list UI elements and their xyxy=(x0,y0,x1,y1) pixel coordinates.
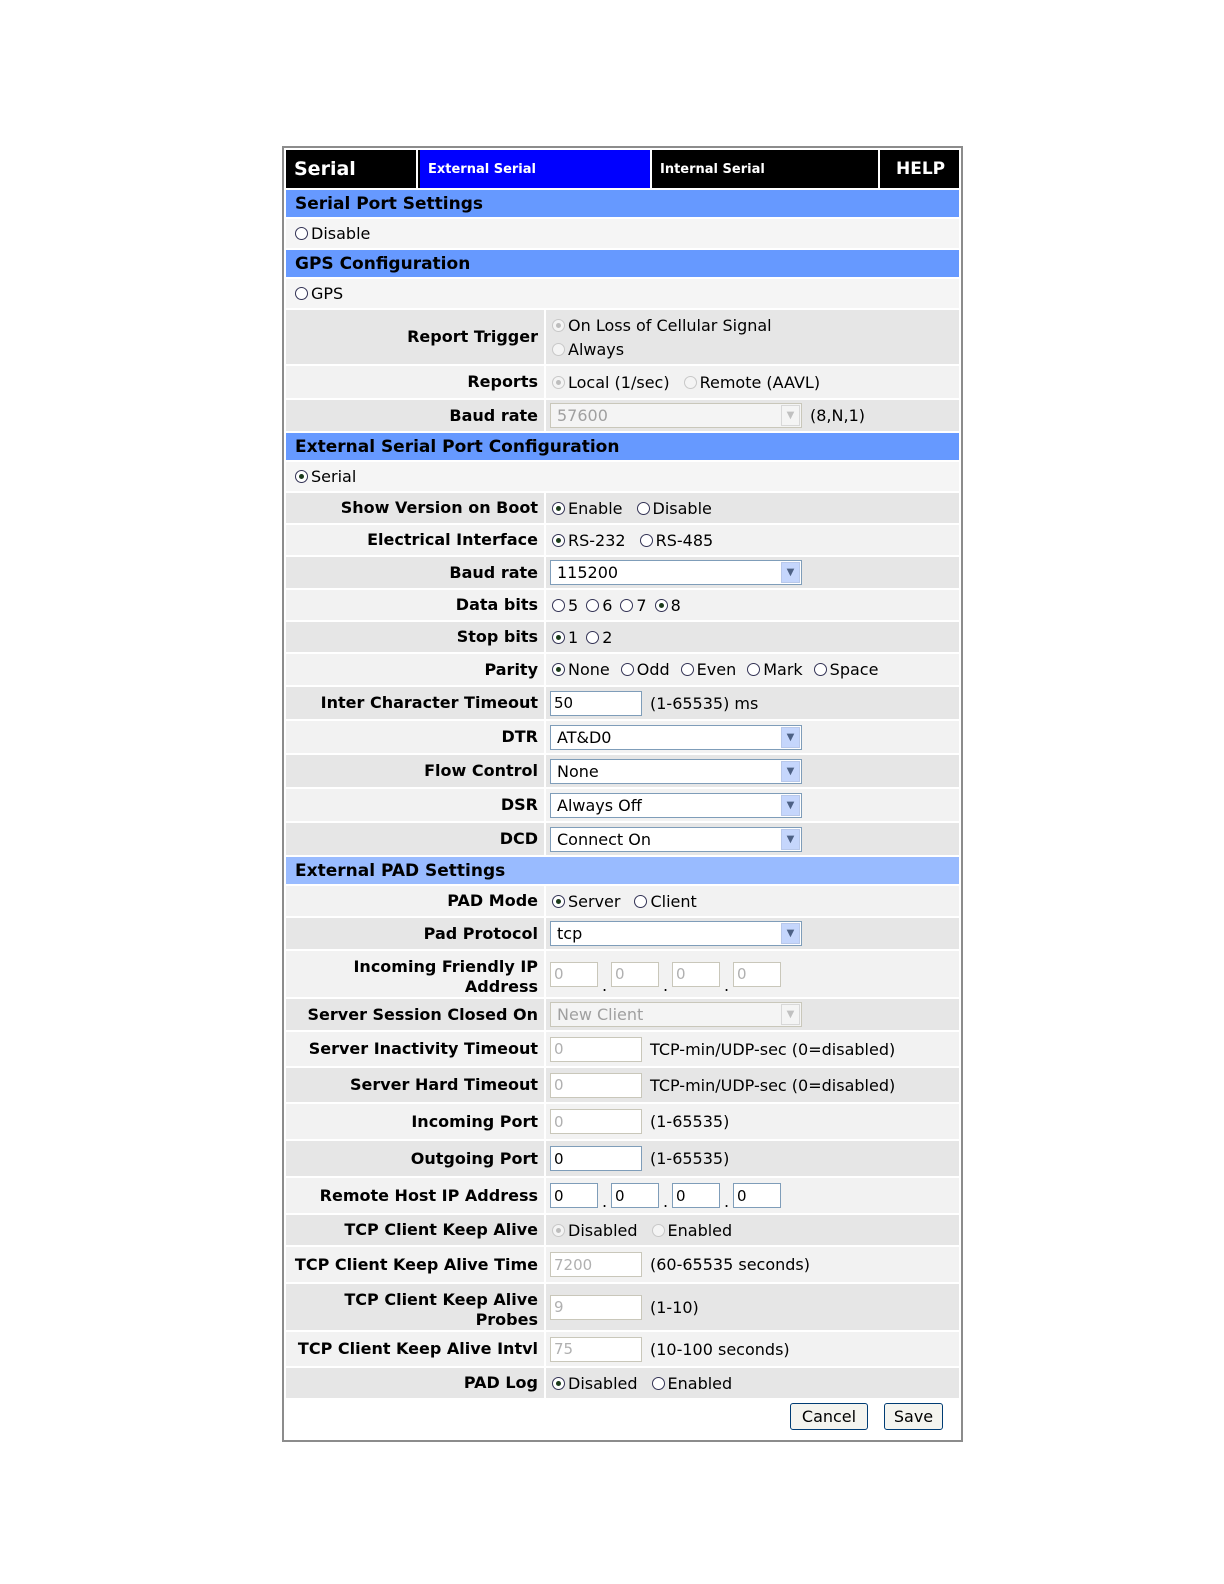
tcp-keep-alive-intvl-value xyxy=(544,1332,959,1366)
outgoing-port-label: Outgoing Port xyxy=(410,1148,538,1168)
tcp-keep-alive-option[interactable] xyxy=(552,1221,638,1240)
pad-mode-label: PAD Mode xyxy=(447,891,538,910)
save-button[interactable]: Save xyxy=(884,1403,943,1430)
pad-protocol-selected: tcp xyxy=(557,924,583,943)
dtr-value xyxy=(544,721,959,753)
serial-label: Serial xyxy=(311,467,357,486)
pad-protocol-label: Pad Protocol xyxy=(423,923,538,943)
reports-row xyxy=(286,366,959,398)
inter-char-timeout-note: (1-65535) ms xyxy=(650,693,759,713)
parity-option-label: Mark xyxy=(763,660,803,679)
tab-bar xyxy=(286,150,959,188)
electrical-interface-option[interactable] xyxy=(640,531,714,550)
pad-mode-radio[interactable] xyxy=(634,895,647,908)
baud-rate-value xyxy=(544,557,959,588)
gps-option[interactable] xyxy=(286,279,959,308)
stop-bits-option[interactable] xyxy=(586,628,612,647)
tcp-keep-alive-radio[interactable] xyxy=(652,1224,665,1237)
report-trigger-options xyxy=(544,310,959,364)
tcp-keep-alive-time-label: TCP Client Keep Alive Time xyxy=(294,1254,538,1274)
pad-protocol-value xyxy=(544,918,959,949)
data-bits-option-label: 8 xyxy=(670,595,681,615)
electrical-interface-radio[interactable] xyxy=(640,534,653,547)
data-bits-radio[interactable] xyxy=(620,599,633,612)
parity-option-label: Odd xyxy=(636,660,670,679)
baud-rate-selected: 115200 xyxy=(557,563,619,582)
data-bits-option[interactable] xyxy=(620,596,646,615)
server-session-closed-row xyxy=(286,999,959,1030)
pad-log-radio[interactable] xyxy=(552,1377,565,1390)
tab-internal-serial[interactable]: Internal Serial xyxy=(650,150,878,188)
parity-row xyxy=(286,654,959,685)
show-version-option-label: Enable xyxy=(568,498,623,518)
inter-char-timeout-label: Inter Character Timeout xyxy=(320,693,538,712)
serial-settings-panel xyxy=(282,146,963,1442)
tcp-keep-alive-intvl-row xyxy=(286,1332,959,1366)
data-bits-radio[interactable] xyxy=(655,599,668,612)
parity-radio[interactable] xyxy=(747,663,760,676)
flow-control-selected: None xyxy=(557,761,599,781)
data-bits-option[interactable] xyxy=(552,596,578,615)
show-version-radio[interactable] xyxy=(552,502,565,515)
panel-inner xyxy=(286,150,959,1434)
incoming-ip-octet[interactable]: 0 xyxy=(611,962,659,987)
pad-mode-options xyxy=(544,886,959,916)
server-inactivity-timeout-label: Server Inactivity Timeout xyxy=(308,1039,538,1058)
parity-radio[interactable] xyxy=(552,663,565,676)
server-inactivity-timeout-input[interactable]: 0 xyxy=(550,1037,642,1062)
stop-bits-radio[interactable] xyxy=(552,631,565,644)
incoming-port-label: Incoming Port xyxy=(411,1111,538,1131)
data-bits-option-label: 5 xyxy=(568,595,579,615)
pad-log-radio[interactable] xyxy=(652,1377,665,1390)
report-trigger-option[interactable] xyxy=(552,337,624,361)
chevron-down-icon: ▼ xyxy=(781,829,800,850)
tcp-keep-alive-option-label: Disabled xyxy=(568,1220,638,1240)
server-session-closed-selected: New Client xyxy=(557,1005,644,1024)
chevron-down-icon: ▼ xyxy=(781,761,800,782)
serial-radio[interactable] xyxy=(295,470,308,483)
remote-ip-octet[interactable]: 0 xyxy=(733,1183,781,1208)
remote-ip-octet[interactable]: 0 xyxy=(672,1183,720,1208)
tcp-keep-alive-label: TCP Client Keep Alive xyxy=(344,1220,538,1239)
chevron-down-icon: ▼ xyxy=(781,405,800,426)
section-gps-configuration: GPS Configuration xyxy=(286,250,959,277)
tcp-keep-alive-probes-input[interactable]: 9 xyxy=(550,1295,642,1320)
flow-control-label: Flow Control xyxy=(424,761,538,780)
incoming-ip-octet[interactable]: 0 xyxy=(672,962,720,987)
tcp-keep-alive-probes-label-line2: Probes xyxy=(475,1310,538,1329)
pad-log-row xyxy=(286,1368,959,1398)
electrical-interface-label: Electrical Interface xyxy=(367,530,538,549)
parity-option[interactable] xyxy=(681,660,737,679)
page-title: Serial xyxy=(286,150,418,188)
remote-host-ip-row xyxy=(286,1178,959,1213)
reports-option-label: Remote (AAVL) xyxy=(699,372,821,392)
ip-dot: . xyxy=(662,1192,669,1211)
flow-control-value xyxy=(544,755,959,787)
show-version-option[interactable] xyxy=(637,499,712,518)
outgoing-port-row xyxy=(286,1141,959,1176)
dtr-select[interactable] xyxy=(550,725,802,750)
reports-label: Reports xyxy=(467,372,538,391)
parity-options xyxy=(544,654,959,685)
electrical-interface-option-label: RS-232 xyxy=(568,530,626,550)
report-trigger-option-label: On Loss of Cellular Signal xyxy=(568,315,772,335)
inter-char-timeout-value xyxy=(544,687,959,719)
reports-option[interactable] xyxy=(552,373,670,392)
incoming-friendly-ip-row xyxy=(286,951,959,997)
button-row xyxy=(286,1398,959,1434)
pad-mode-option[interactable] xyxy=(634,892,696,911)
data-bits-radio[interactable] xyxy=(586,599,599,612)
cancel-button[interactable]: Cancel xyxy=(790,1403,868,1430)
pad-mode-radio[interactable] xyxy=(552,895,565,908)
remote-host-ip-value xyxy=(544,1178,959,1213)
report-trigger-option-label: Always xyxy=(568,339,625,359)
data-bits-option-label: 7 xyxy=(636,595,647,615)
tcp-keep-alive-intvl-input[interactable]: 75 xyxy=(550,1337,642,1362)
ip-dot: . xyxy=(723,1192,730,1211)
remote-ip-octet[interactable]: 0 xyxy=(611,1183,659,1208)
parity-option[interactable] xyxy=(747,660,802,679)
dtr-row xyxy=(286,721,959,753)
gps-radio[interactable] xyxy=(295,287,308,300)
gps-baud-rate-selected: 57600 xyxy=(557,406,608,425)
reports-option[interactable] xyxy=(684,373,820,392)
data-bits-options xyxy=(544,590,959,620)
tcp-keep-alive-intvl-label: TCP Client Keep Alive Intvl xyxy=(297,1339,538,1358)
electrical-interface-options xyxy=(544,525,959,555)
server-session-closed-label: Server Session Closed On xyxy=(307,1004,538,1024)
data-bits-radio[interactable] xyxy=(552,599,565,612)
chevron-down-icon: ▼ xyxy=(781,1004,800,1025)
incoming-friendly-ip-label xyxy=(286,951,544,997)
data-bits-row xyxy=(286,590,959,620)
ip-dot: . xyxy=(601,1192,608,1211)
tcp-keep-alive-probes-label-line1: TCP Client Keep Alive xyxy=(344,1290,538,1309)
tcp-keep-alive-time-input[interactable]: 7200 xyxy=(550,1252,642,1277)
reports-option-label: Local (1/sec) xyxy=(568,372,670,392)
server-hard-timeout-input[interactable]: 0 xyxy=(550,1073,642,1098)
tcp-keep-alive-option-label: Enabled xyxy=(667,1220,733,1240)
stop-bits-option-label: 2 xyxy=(602,627,613,647)
incoming-ip-octet[interactable]: 0 xyxy=(733,962,781,987)
data-bits-option[interactable] xyxy=(655,596,681,615)
chevron-down-icon: ▼ xyxy=(781,923,800,944)
chevron-down-icon: ▼ xyxy=(781,562,800,583)
serial-option[interactable] xyxy=(286,462,959,491)
pad-mode-option[interactable] xyxy=(552,892,620,911)
server-session-closed-select[interactable] xyxy=(550,1002,802,1027)
dcd-label: DCD xyxy=(499,829,538,848)
parity-option-label: Even xyxy=(696,660,737,679)
server-inactivity-timeout-row xyxy=(286,1032,959,1066)
parity-option[interactable] xyxy=(621,660,670,679)
disable-radio[interactable] xyxy=(295,227,308,240)
tcp-keep-alive-time-note: (60-65535 seconds) xyxy=(650,1255,810,1274)
chevron-down-icon: ▼ xyxy=(781,795,800,816)
baud-rate-label: Baud rate xyxy=(449,562,538,582)
show-version-option-label: Disable xyxy=(652,498,712,518)
tcp-keep-alive-probes-label xyxy=(286,1284,544,1330)
help-link[interactable]: HELP xyxy=(878,150,959,188)
incoming-friendly-ip-label-line1: Incoming Friendly IP xyxy=(353,957,538,976)
pad-mode-option-label: Client xyxy=(650,891,697,911)
data-bits-label: Data bits xyxy=(455,595,538,614)
show-version-options xyxy=(544,493,959,523)
pad-log-option-label: Disabled xyxy=(568,1373,638,1393)
section-external-serial-config: External Serial Port Configuration xyxy=(286,433,959,460)
show-version-row xyxy=(286,493,959,523)
dtr-label: DTR xyxy=(501,727,538,746)
pad-log-option[interactable] xyxy=(552,1374,638,1393)
dsr-value xyxy=(544,789,959,821)
parity-radio[interactable] xyxy=(814,663,827,676)
electrical-interface-radio[interactable] xyxy=(552,534,565,547)
server-hard-timeout-row xyxy=(286,1068,959,1102)
pad-protocol-row xyxy=(286,918,959,949)
dtr-selected: AT&D0 xyxy=(557,727,612,747)
section-serial-port-settings: Serial Port Settings xyxy=(286,190,959,217)
tab-external-serial[interactable]: External Serial xyxy=(420,150,650,188)
tcp-keep-alive-time-value xyxy=(544,1247,959,1282)
dsr-select[interactable] xyxy=(550,793,802,818)
data-bits-option[interactable] xyxy=(586,596,612,615)
tcp-keep-alive-probes-value xyxy=(544,1284,959,1330)
incoming-friendly-ip-label-line2: Address xyxy=(464,977,538,996)
pad-log-option-label: Enabled xyxy=(667,1373,733,1393)
report-trigger-radio[interactable] xyxy=(552,343,565,356)
inter-char-timeout-input[interactable]: 50 xyxy=(550,691,642,716)
disable-label: Disable xyxy=(311,224,371,243)
server-hard-timeout-label: Server Hard Timeout xyxy=(349,1075,538,1094)
electrical-interface-option[interactable] xyxy=(552,531,626,550)
tcp-keep-alive-intvl-note: (10-100 seconds) xyxy=(650,1339,790,1359)
pad-log-options xyxy=(544,1368,959,1398)
parity-radio[interactable] xyxy=(681,663,694,676)
outgoing-port-input[interactable]: 0 xyxy=(550,1146,642,1171)
dcd-row xyxy=(286,823,959,855)
ip-dot: . xyxy=(662,976,669,995)
tcp-keep-alive-radio[interactable] xyxy=(552,1224,565,1237)
server-hard-timeout-note: TCP-min/UDP-sec (0=disabled) xyxy=(650,1075,896,1095)
reports-radio[interactable] xyxy=(552,376,565,389)
remote-ip-octet[interactable]: 0 xyxy=(550,1183,598,1208)
incoming-port-input[interactable]: 0 xyxy=(550,1109,642,1134)
report-trigger-label: Report Trigger xyxy=(407,327,538,346)
reports-radio[interactable] xyxy=(684,376,697,389)
pad-log-option[interactable] xyxy=(652,1374,733,1393)
incoming-friendly-ip-value xyxy=(544,951,959,997)
server-hard-timeout-value xyxy=(544,1068,959,1102)
remote-host-ip-label: Remote Host IP Address xyxy=(319,1185,538,1205)
gps-baud-rate-row xyxy=(286,400,959,431)
dcd-selected: Connect On xyxy=(557,829,651,849)
stop-bits-option[interactable] xyxy=(552,628,578,647)
parity-option-label: Space xyxy=(829,660,879,679)
chevron-down-icon: ▼ xyxy=(781,727,800,748)
tcp-keep-alive-probes-row xyxy=(286,1284,959,1330)
tcp-keep-alive-option[interactable] xyxy=(652,1221,733,1240)
outgoing-port-note: (1-65535) xyxy=(650,1149,730,1168)
tcp-keep-alive-time-row xyxy=(286,1247,959,1282)
pad-log-label: PAD Log xyxy=(463,1373,538,1392)
dsr-label: DSR xyxy=(500,795,538,814)
gps-baud-rate-select[interactable] xyxy=(550,403,802,428)
flow-control-row xyxy=(286,755,959,787)
dsr-selected: Always Off xyxy=(557,795,642,815)
show-version-label: Show Version on Boot xyxy=(340,498,538,517)
baud-rate-row xyxy=(286,557,959,588)
dcd-select[interactable] xyxy=(550,827,802,852)
ip-dot: . xyxy=(723,976,730,995)
pad-protocol-select[interactable] xyxy=(550,921,802,946)
stop-bits-option-label: 1 xyxy=(568,627,579,647)
parity-radio[interactable] xyxy=(621,663,634,676)
dcd-value xyxy=(544,823,959,855)
stop-bits-radio[interactable] xyxy=(586,631,599,644)
parity-option[interactable] xyxy=(814,660,879,679)
electrical-interface-option-label: RS-485 xyxy=(655,530,714,550)
incoming-port-row xyxy=(286,1104,959,1139)
show-version-radio[interactable] xyxy=(637,502,650,515)
tcp-keep-alive-row xyxy=(286,1215,959,1245)
dsr-row xyxy=(286,789,959,821)
flow-control-select[interactable] xyxy=(550,759,802,784)
report-trigger-radio[interactable] xyxy=(552,319,565,332)
parity-option[interactable] xyxy=(552,660,610,679)
section-external-pad-settings: External PAD Settings xyxy=(286,857,959,884)
report-trigger-row xyxy=(286,310,959,364)
incoming-port-value xyxy=(544,1104,959,1139)
data-bits-option-label: 6 xyxy=(602,595,613,615)
incoming-port-note: (1-65535) xyxy=(650,1112,730,1131)
disable-option[interactable] xyxy=(286,219,959,248)
baud-rate-select[interactable] xyxy=(550,560,802,585)
server-inactivity-timeout-value xyxy=(544,1032,959,1066)
gps-baud-rate-value xyxy=(544,400,959,431)
server-inactivity-timeout-note: TCP-min/UDP-sec (0=disabled) xyxy=(650,1039,896,1059)
stop-bits-row xyxy=(286,622,959,652)
pad-mode-option-label: Server xyxy=(568,891,621,911)
inter-char-timeout-row xyxy=(286,687,959,719)
tcp-keep-alive-probes-note: (1-10) xyxy=(650,1297,699,1317)
server-session-closed-value xyxy=(544,999,959,1030)
electrical-interface-row xyxy=(286,525,959,555)
stop-bits-options xyxy=(544,622,959,652)
gps-label: GPS xyxy=(311,284,344,303)
report-trigger-option[interactable] xyxy=(552,313,772,337)
reports-options xyxy=(544,366,959,398)
ip-dot: . xyxy=(601,976,608,995)
outgoing-port-value xyxy=(544,1141,959,1176)
incoming-ip-octet[interactable]: 0 xyxy=(550,962,598,987)
stop-bits-label: Stop bits xyxy=(456,627,538,646)
parity-label: Parity xyxy=(484,659,538,679)
tcp-keep-alive-options xyxy=(544,1215,959,1245)
pad-mode-row xyxy=(286,886,959,916)
gps-baud-rate-label: Baud rate xyxy=(449,405,538,425)
parity-option-label: None xyxy=(568,660,610,679)
show-version-option[interactable] xyxy=(552,499,623,518)
gps-baud-rate-note: (8,N,1) xyxy=(810,406,865,425)
